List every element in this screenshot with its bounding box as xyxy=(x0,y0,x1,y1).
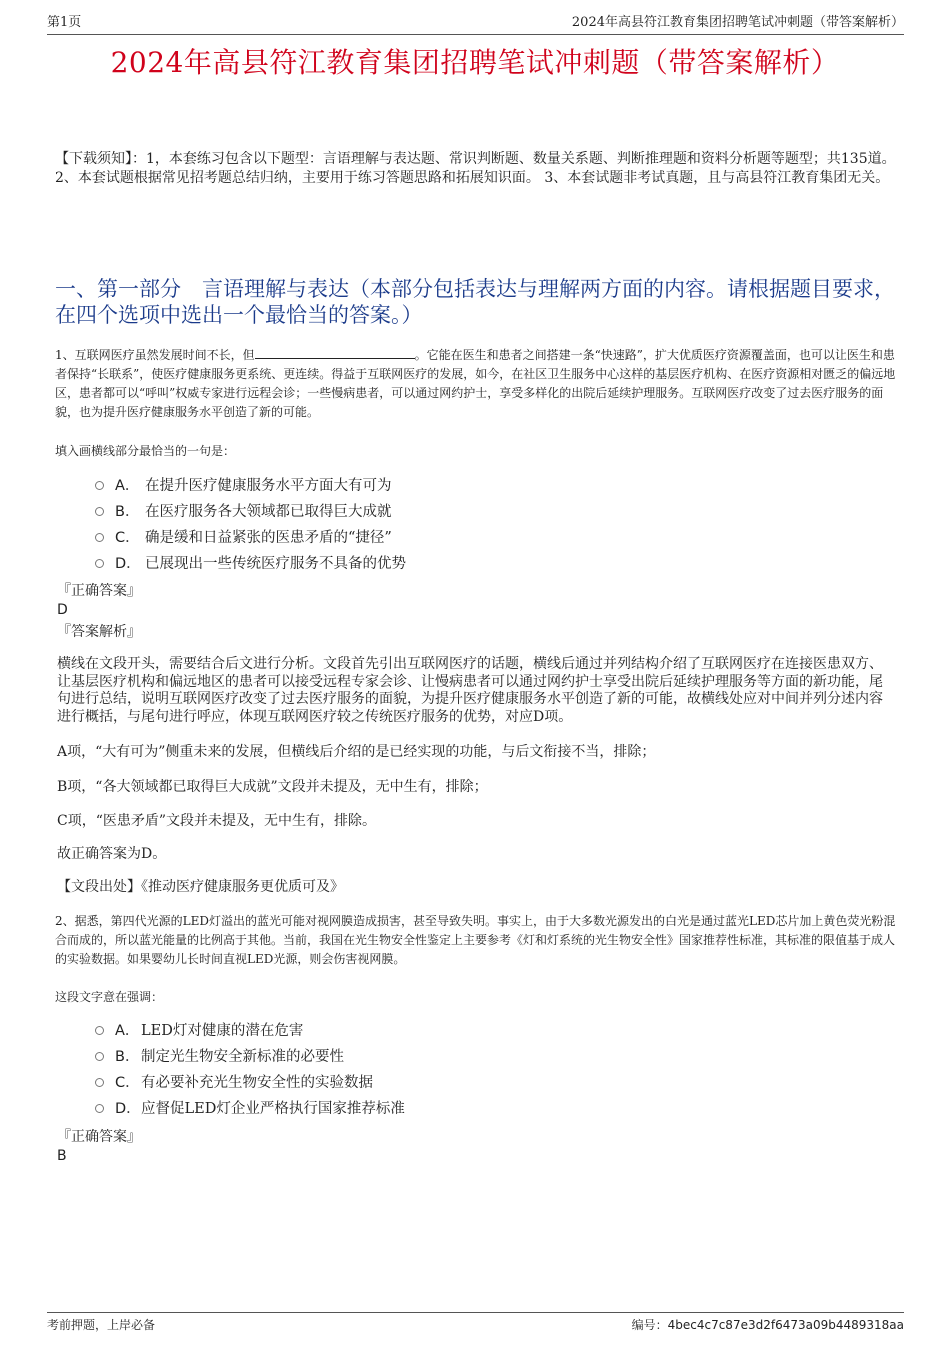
question-1-stem-before: 1、互联网医疗虽然发展时间不长，但 xyxy=(55,348,255,362)
option-c[interactable] xyxy=(95,525,885,551)
option-b[interactable] xyxy=(95,1044,885,1070)
option-letter: B． xyxy=(115,504,140,520)
answer-label: 『正确答案』 xyxy=(57,1129,141,1145)
radio-button[interactable] xyxy=(95,1052,104,1061)
option-c[interactable] xyxy=(95,1070,885,1096)
question-1-stem xyxy=(55,346,900,422)
option-a[interactable] xyxy=(95,473,885,499)
option-letter: C． xyxy=(115,1075,140,1091)
explanation-c: C项，“医患矛盾”文段并未提及，无中生有，排除。 xyxy=(57,813,377,829)
fill-blank-line xyxy=(255,346,415,359)
radio-button[interactable] xyxy=(95,559,104,568)
option-letter: A． xyxy=(115,478,140,494)
conclusion: 故正确答案为D。 xyxy=(57,846,167,862)
option-d[interactable] xyxy=(95,551,885,577)
footer-code xyxy=(632,1316,904,1334)
footer-code-value: 4bec4c7c87e3d2f6473a09b4489318aa xyxy=(667,1318,904,1332)
answer-label: 『正确答案』 xyxy=(57,583,141,599)
radio-button[interactable] xyxy=(95,481,104,490)
question-2-prompt: 这段文字意在强调： xyxy=(55,990,164,1004)
option-letter: B． xyxy=(115,1049,140,1065)
radio-button[interactable] xyxy=(95,1026,104,1035)
option-text: 有必要补充光生物安全性的实验数据 xyxy=(141,1075,373,1091)
question-2-stem: 2、据悉，第四代光源的LED灯溢出的蓝光可能对视网膜造成损害，甚至导致失明。事实上，由于大多数光源发出的白光是通过蓝光LED芯片加上黄色荧光粉混合而成的，所以蓝光能量的比例高于其他。当前，我国在光生物安全性鉴定上主要参考《灯和灯系统的光生物安全性》国家推荐性标准，其标准的限值基于成人的实验数据。如果婴幼儿长时间直视LED光源，则会伤害视网膜。 xyxy=(55,914,896,966)
page-title: 2024年高县符江教育集团招聘笔试冲刺题（带答案解析） xyxy=(110,46,840,79)
option-text: 应督促LED灯企业严格执行国家推荐标准 xyxy=(141,1101,405,1117)
question-1-options xyxy=(95,473,885,577)
section-heading: 一、第一部分 言语理解与表达（本部分包括表达与理解两方面的内容。请根据题目要求，在四个选项中选出一个最恰当的答案。） xyxy=(55,277,895,327)
option-d[interactable] xyxy=(95,1096,885,1122)
option-text: 在提升医疗健康服务水平方面大有可为 xyxy=(145,478,392,494)
explanation-b: B项，“各大领域都已取得巨大成就”文段并未提及，无中生有，排除； xyxy=(57,779,488,795)
option-letter: A． xyxy=(115,1023,140,1039)
header-doc-title: 2024年高县符江教育集团招聘笔试冲刺题（带答案解析） xyxy=(571,15,904,30)
option-text: 制定光生物安全新标准的必要性 xyxy=(141,1049,344,1065)
question-2-options xyxy=(95,1018,885,1122)
page-number: 第1页 xyxy=(47,15,82,30)
option-letter: D． xyxy=(115,1101,141,1117)
footer-slogan: 考前押题，上岸必备 xyxy=(47,1318,156,1332)
radio-button[interactable] xyxy=(95,1104,104,1113)
analysis-label: 『答案解析』 xyxy=(57,624,141,640)
explanation-a: A项，“大有可为”侧重未来的发展，但横线后介绍的是已经实现的功能，与后文衔接不当，排除； xyxy=(57,744,656,760)
radio-button[interactable] xyxy=(95,1078,104,1087)
page-footer xyxy=(47,1312,904,1335)
option-text: 已展现出一些传统医疗服务不具备的优势 xyxy=(145,556,406,572)
source-citation: 【文段出处】《推动医疗健康服务更优质可及》 xyxy=(57,879,344,895)
option-b[interactable] xyxy=(95,499,885,525)
question-1-stem-after: 。它能在医生和患者之间搭建一条“快速路”，扩大优质医疗资源覆盖面，也可以让医生和患者保持“长联系”，使医疗健康服务更系统、更连续。得益于互联网医疗的发展，如今，在社区卫生服务中心这样的基层医疗机构、在医疗资源相对匮乏的偏远地区，患者都可以“呼叫”权威专家进行远程会诊；一些慢病患者，可以通过网约护士，享受多样化的出院后延续护理服务。互联网医疗改变了过去医疗服务的面貌，也为提升医疗健康服务水平创造了新的可能。 xyxy=(55,348,896,419)
question-1-prompt: 填入画横线部分最恰当的一句是： xyxy=(55,444,236,458)
download-notice: 【下载须知】：1，本套练习包含以下题型：言语理解与表达题、常识判断题、数量关系题、判断推理题和资料分析题等题型；共135道。 2、本套试题根据常见招考题总结归纳，主要用于练习答题思路和拓展知识面。 3、本套试题非考试真题，且与高县符江教育集团无关。 xyxy=(55,151,896,186)
radio-button[interactable] xyxy=(95,507,104,516)
option-letter: C． xyxy=(115,530,140,546)
option-a[interactable] xyxy=(95,1018,885,1044)
analysis-text: 横线在文段开头，需要结合后文进行分析。文段首先引出互联网医疗的话题，横线后通过并列结构介绍了互联网医疗在连接医患双方、让基层医疗机构和偏远地区的患者可以接受远程专家会诊、让慢病患者可以通过网约护士享受出院后延续护理服务等方面的新功能，尾句进行总结，说明互联网医疗改变了过去医疗服务的面貌，为提升医疗健康服务水平创造了新的可能，故横线处应对中间并列分述内容进行概括，与尾句进行呼应，体现互联网医疗较之传统医疗服务的优势，对应D项。 xyxy=(57,656,883,725)
answer-value: B xyxy=(57,1148,67,1164)
option-letter: D． xyxy=(115,556,141,572)
answer-value: D xyxy=(57,602,68,618)
option-text: 在医疗服务各大领域都已取得巨大成就 xyxy=(145,504,392,520)
option-text: LED灯对健康的潜在危害 xyxy=(141,1023,304,1039)
radio-button[interactable] xyxy=(95,533,104,542)
page-header xyxy=(47,14,904,35)
footer-code-label: 编号： xyxy=(631,1318,668,1332)
option-text: 确是缓和日益紧张的医患矛盾的“捷径” xyxy=(145,530,392,546)
